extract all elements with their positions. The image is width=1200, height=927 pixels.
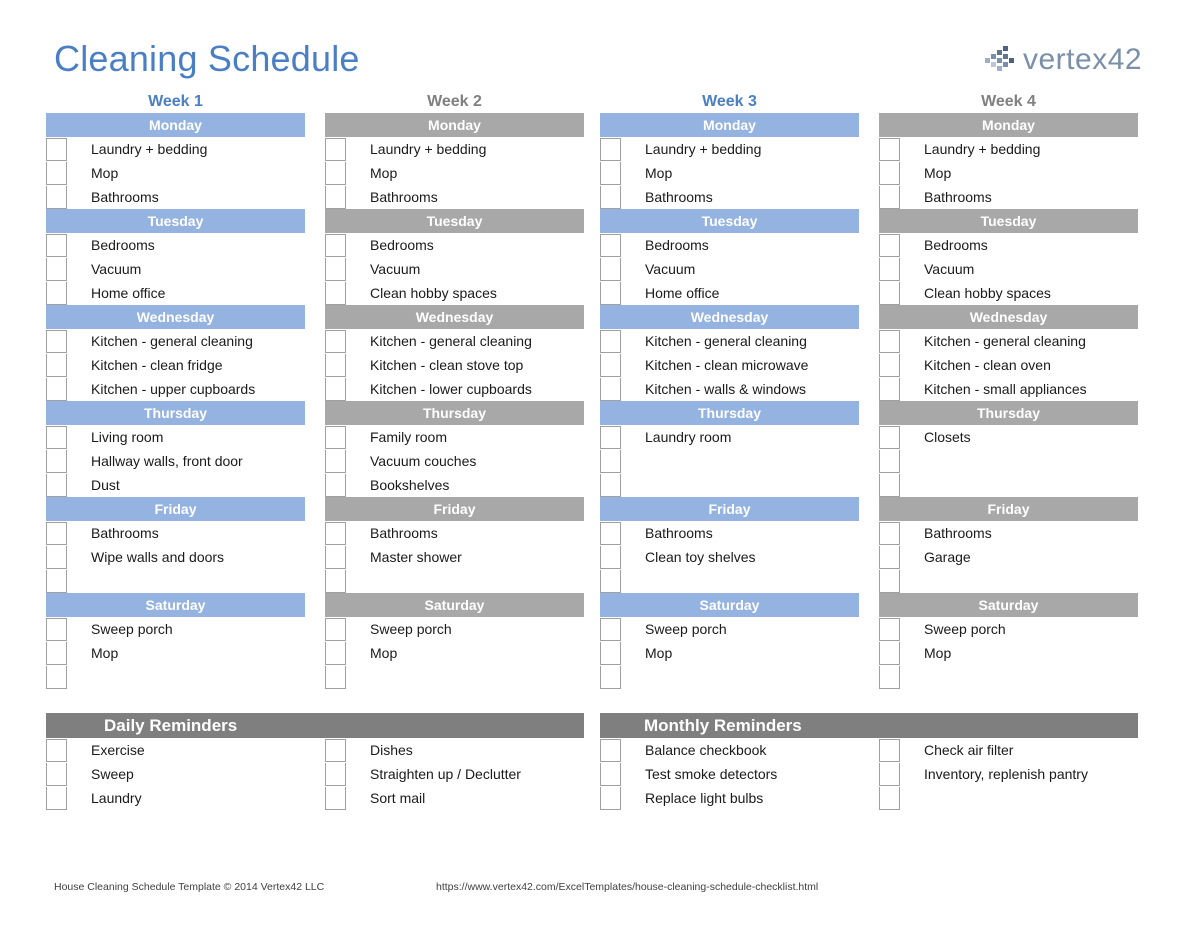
task-row (600, 617, 859, 641)
task-checkbox[interactable] (46, 426, 67, 449)
task-checkbox[interactable] (325, 258, 346, 281)
task-checkbox[interactable] (879, 186, 900, 209)
task-row (600, 377, 859, 401)
task-row (325, 641, 584, 665)
task-checkbox[interactable] (879, 234, 900, 257)
task-checkbox[interactable] (325, 642, 346, 665)
daily-reminder-row (46, 738, 305, 762)
task-row (325, 665, 584, 689)
day-header: Friday (879, 497, 1138, 521)
daily-reminder-checkbox[interactable] (325, 787, 346, 810)
task-checkbox[interactable] (46, 354, 67, 377)
task-row (600, 185, 859, 209)
task-row (46, 185, 305, 209)
task-checkbox[interactable] (879, 618, 900, 641)
monthly-reminder-label: Balance checkbook (645, 742, 767, 758)
task-row (325, 521, 584, 545)
daily-reminder-label: Exercise (91, 742, 145, 758)
task-checkbox[interactable] (600, 546, 621, 569)
daily-reminder-label: Straighten up / Declutter (370, 766, 521, 782)
task-checkbox[interactable] (879, 570, 900, 593)
task-checkbox[interactable] (600, 522, 621, 545)
day-header: Tuesday (879, 209, 1138, 233)
daily-reminder-label: Dishes (370, 742, 413, 758)
task-label: Bathrooms (91, 189, 159, 205)
task-row (46, 569, 305, 593)
task-row (46, 521, 305, 545)
task-row (600, 233, 859, 257)
monthly-reminder-label: Replace light bulbs (645, 790, 764, 806)
task-row (325, 449, 584, 473)
task-checkbox[interactable] (879, 138, 900, 161)
vertex42-logo (983, 40, 1142, 80)
task-row (879, 233, 1138, 257)
task-row (46, 329, 305, 353)
day-header: Tuesday (325, 209, 584, 233)
task-row (879, 449, 1138, 473)
task-label: Bathrooms (924, 525, 992, 541)
monthly-reminder-checkbox[interactable] (600, 739, 621, 762)
task-label: Kitchen - general cleaning (370, 333, 532, 349)
monthly-reminder-checkbox[interactable] (879, 787, 900, 810)
task-checkbox[interactable] (325, 162, 346, 185)
task-row (325, 377, 584, 401)
task-row (46, 473, 305, 497)
task-checkbox[interactable] (600, 642, 621, 665)
task-row (325, 257, 584, 281)
task-checkbox[interactable] (325, 666, 346, 689)
task-row (600, 329, 859, 353)
daily-reminder-row (325, 786, 584, 810)
task-label: Vacuum (91, 261, 142, 277)
monthly-reminder-label: Test smoke detectors (645, 766, 778, 782)
task-checkbox[interactable] (600, 426, 621, 449)
day-header: Tuesday (46, 209, 305, 233)
task-checkbox[interactable] (325, 618, 346, 641)
task-row (325, 353, 584, 377)
week-label: Week 1 (148, 93, 203, 110)
task-label: Bedrooms (645, 237, 709, 253)
task-row (879, 617, 1138, 641)
week-column (600, 90, 859, 689)
task-row (325, 425, 584, 449)
task-checkbox[interactable] (325, 186, 346, 209)
task-checkbox[interactable] (600, 378, 621, 401)
day-header: Thursday (46, 401, 305, 425)
task-row (879, 641, 1138, 665)
task-label: Kitchen - clean fridge (91, 357, 223, 373)
task-label: Closets (924, 429, 971, 445)
task-label: Kitchen - general cleaning (924, 333, 1086, 349)
task-checkbox[interactable] (46, 522, 67, 545)
task-row (600, 353, 859, 377)
task-label: Kitchen - upper cupboards (91, 381, 256, 397)
day-header: Friday (600, 497, 859, 521)
daily-reminder-checkbox[interactable] (325, 739, 346, 762)
task-row (325, 329, 584, 353)
task-row (879, 545, 1138, 569)
monthly-reminder-row (879, 762, 1138, 786)
task-checkbox[interactable] (600, 258, 621, 281)
task-checkbox[interactable] (879, 330, 900, 353)
task-checkbox[interactable] (325, 570, 346, 593)
monthly-reminder-label: Check air filter (924, 742, 1014, 758)
task-row (325, 569, 584, 593)
task-label: Vacuum couches (370, 453, 477, 469)
task-checkbox[interactable] (879, 666, 900, 689)
monthly-reminder-checkbox[interactable] (600, 787, 621, 810)
task-checkbox[interactable] (46, 282, 67, 305)
task-label: Vacuum (645, 261, 696, 277)
task-row (879, 665, 1138, 689)
day-header: Monday (879, 113, 1138, 137)
task-row (879, 473, 1138, 497)
task-checkbox[interactable] (600, 282, 621, 305)
monthly-reminders-header (600, 713, 1138, 738)
monthly-reminder-column (600, 738, 859, 810)
footer-copyright: House Cleaning Schedule Template © 2014 Vertex42 LLC (54, 881, 325, 893)
monthly-reminders-title: Monthly Reminders (644, 716, 802, 735)
task-checkbox[interactable] (46, 258, 67, 281)
task-checkbox[interactable] (325, 450, 346, 473)
task-label: Bedrooms (924, 237, 988, 253)
task-row (325, 233, 584, 257)
task-checkbox[interactable] (879, 450, 900, 473)
daily-reminder-label: Laundry (91, 790, 142, 806)
week-label: Week 4 (981, 93, 1036, 110)
daily-reminder-label: Sweep (91, 766, 134, 782)
week-label: Week 3 (702, 93, 757, 110)
task-label: Garage (924, 549, 971, 565)
week-column (879, 90, 1138, 689)
monthly-reminder-row (879, 738, 1138, 762)
task-checkbox[interactable] (600, 666, 621, 689)
task-label: Kitchen - general cleaning (645, 333, 807, 349)
task-row (46, 449, 305, 473)
task-label: Bathrooms (645, 189, 713, 205)
task-checkbox[interactable] (879, 642, 900, 665)
task-row (600, 569, 859, 593)
task-label: Vacuum (370, 261, 421, 277)
task-label: Hallway walls, front door (91, 453, 243, 469)
task-checkbox[interactable] (879, 522, 900, 545)
daily-reminder-row (46, 762, 305, 786)
task-checkbox[interactable] (879, 378, 900, 401)
vertex42-logo-text: vertex42 (1023, 43, 1143, 76)
week-column (325, 90, 584, 689)
task-label: Mop (924, 645, 952, 661)
daily-reminder-checkbox[interactable] (46, 739, 67, 762)
task-row (46, 425, 305, 449)
task-label: Wipe walls and doors (91, 549, 225, 565)
task-checkbox[interactable] (879, 282, 900, 305)
task-row (600, 425, 859, 449)
monthly-reminder-row (600, 738, 859, 762)
task-row (325, 473, 584, 497)
daily-reminder-row (325, 738, 584, 762)
task-label: Home office (645, 285, 720, 301)
task-row (879, 257, 1138, 281)
page-title: Cleaning Schedule (54, 38, 360, 79)
task-label: Laundry + bedding (370, 141, 487, 157)
task-checkbox[interactable] (46, 450, 67, 473)
task-label: Bathrooms (370, 525, 438, 541)
monthly-reminder-column (879, 738, 1138, 810)
task-checkbox[interactable] (879, 546, 900, 569)
task-label: Laundry + bedding (645, 141, 762, 157)
task-row (325, 617, 584, 641)
task-label: Master shower (370, 549, 462, 565)
monthly-reminder-checkbox[interactable] (879, 739, 900, 762)
task-row (879, 377, 1138, 401)
daily-reminder-label: Sort mail (370, 790, 426, 806)
day-header: Wednesday (325, 305, 584, 329)
task-row (600, 521, 859, 545)
task-row (46, 137, 305, 161)
task-label: Sweep porch (91, 621, 173, 637)
task-checkbox[interactable] (325, 426, 346, 449)
task-checkbox[interactable] (600, 138, 621, 161)
task-label: Clean hobby spaces (370, 285, 497, 301)
task-checkbox[interactable] (325, 474, 346, 497)
task-row (879, 521, 1138, 545)
daily-reminders-header (46, 713, 584, 738)
task-checkbox[interactable] (600, 234, 621, 257)
daily-reminders-title: Daily Reminders (104, 716, 238, 735)
task-row (879, 161, 1138, 185)
task-checkbox[interactable] (879, 474, 900, 497)
day-header: Monday (325, 113, 584, 137)
task-label: Laundry room (645, 429, 732, 445)
task-checkbox[interactable] (879, 162, 900, 185)
task-row (879, 425, 1138, 449)
task-label: Mop (370, 165, 398, 181)
task-row (46, 281, 305, 305)
task-label: Mop (645, 165, 673, 181)
task-row (46, 257, 305, 281)
task-row (879, 569, 1138, 593)
day-header: Thursday (325, 401, 584, 425)
task-row (325, 137, 584, 161)
task-checkbox[interactable] (325, 354, 346, 377)
task-label: Kitchen - walls & windows (645, 381, 807, 397)
task-row (879, 185, 1138, 209)
day-header: Wednesday (600, 305, 859, 329)
task-row (46, 233, 305, 257)
task-checkbox[interactable] (46, 162, 67, 185)
task-checkbox[interactable] (325, 330, 346, 353)
task-label: Mop (370, 645, 398, 661)
task-checkbox[interactable] (325, 234, 346, 257)
task-row (600, 665, 859, 689)
monthly-reminder-row (600, 762, 859, 786)
task-checkbox[interactable] (46, 570, 67, 593)
day-header: Friday (46, 497, 305, 521)
task-label: Home office (91, 285, 166, 301)
task-row (879, 137, 1138, 161)
task-checkbox[interactable] (325, 138, 346, 161)
task-row (46, 161, 305, 185)
task-row (46, 377, 305, 401)
week-column (46, 90, 305, 689)
task-checkbox[interactable] (46, 234, 67, 257)
task-row (46, 353, 305, 377)
task-label: Kitchen - general cleaning (91, 333, 253, 349)
task-checkbox[interactable] (46, 330, 67, 353)
task-row (325, 281, 584, 305)
week-label: Week 2 (427, 93, 482, 110)
task-checkbox[interactable] (46, 618, 67, 641)
daily-reminder-checkbox[interactable] (325, 763, 346, 786)
task-checkbox[interactable] (46, 378, 67, 401)
task-label: Laundry + bedding (924, 141, 1041, 157)
daily-reminder-row (325, 762, 584, 786)
task-checkbox[interactable] (600, 570, 621, 593)
task-checkbox[interactable] (600, 162, 621, 185)
task-row (46, 641, 305, 665)
task-row (600, 545, 859, 569)
task-row (600, 473, 859, 497)
task-label: Mop (645, 645, 673, 661)
day-header: Monday (600, 113, 859, 137)
task-row (600, 449, 859, 473)
task-checkbox[interactable] (879, 426, 900, 449)
task-checkbox[interactable] (600, 186, 621, 209)
daily-reminder-checkbox[interactable] (46, 763, 67, 786)
task-row (879, 281, 1138, 305)
day-header: Thursday (600, 401, 859, 425)
daily-reminder-column (325, 738, 584, 810)
day-header: Tuesday (600, 209, 859, 233)
task-label: Bathrooms (91, 525, 159, 541)
task-label: Dust (91, 477, 120, 493)
daily-reminder-row (46, 786, 305, 810)
daily-reminder-checkbox[interactable] (46, 787, 67, 810)
task-label: Kitchen - clean microwave (645, 357, 809, 373)
task-label: Mop (924, 165, 952, 181)
task-label: Kitchen - clean oven (924, 357, 1051, 373)
task-label: Sweep porch (370, 621, 452, 637)
task-checkbox[interactable] (46, 666, 67, 689)
task-checkbox[interactable] (46, 474, 67, 497)
task-label: Bedrooms (91, 237, 155, 253)
task-label: Bedrooms (370, 237, 434, 253)
task-checkbox[interactable] (46, 138, 67, 161)
task-label: Sweep porch (924, 621, 1006, 637)
day-header: Saturday (600, 593, 859, 617)
task-checkbox[interactable] (46, 642, 67, 665)
task-row (325, 185, 584, 209)
task-checkbox[interactable] (325, 546, 346, 569)
daily-reminder-column (46, 738, 305, 810)
task-row (600, 257, 859, 281)
task-checkbox[interactable] (600, 618, 621, 641)
day-header: Saturday (879, 593, 1138, 617)
task-row (46, 545, 305, 569)
task-checkbox[interactable] (879, 354, 900, 377)
task-label: Mop (91, 165, 119, 181)
task-checkbox[interactable] (600, 450, 621, 473)
vertex42-logo-icon (983, 44, 1019, 76)
task-label: Sweep porch (645, 621, 727, 637)
task-row (325, 161, 584, 185)
task-row (600, 137, 859, 161)
task-checkbox[interactable] (600, 354, 621, 377)
task-label: Mop (91, 645, 119, 661)
day-header: Friday (325, 497, 584, 521)
monthly-reminder-checkbox[interactable] (879, 763, 900, 786)
day-header: Wednesday (879, 305, 1138, 329)
task-label: Bathrooms (645, 525, 713, 541)
task-label: Living room (91, 429, 164, 445)
task-label: Clean hobby spaces (924, 285, 1051, 301)
task-checkbox[interactable] (46, 186, 67, 209)
task-checkbox[interactable] (325, 378, 346, 401)
task-checkbox[interactable] (600, 330, 621, 353)
task-label: Vacuum (924, 261, 975, 277)
task-label: Clean toy shelves (645, 549, 756, 565)
task-label: Kitchen - small appliances (924, 381, 1087, 397)
monthly-reminder-row (600, 786, 859, 810)
day-header: Thursday (879, 401, 1138, 425)
day-header: Saturday (325, 593, 584, 617)
task-label: Kitchen - lower cupboards (370, 381, 532, 397)
day-header: Saturday (46, 593, 305, 617)
task-row (600, 281, 859, 305)
monthly-reminder-checkbox[interactable] (600, 763, 621, 786)
task-checkbox[interactable] (600, 474, 621, 497)
task-checkbox[interactable] (46, 546, 67, 569)
task-checkbox[interactable] (325, 282, 346, 305)
task-checkbox[interactable] (325, 522, 346, 545)
task-label: Kitchen - clean stove top (370, 357, 524, 373)
task-label: Family room (370, 429, 448, 445)
task-checkbox[interactable] (879, 258, 900, 281)
day-header: Monday (46, 113, 305, 137)
task-label: Bathrooms (924, 189, 992, 205)
task-row (879, 329, 1138, 353)
task-row (46, 617, 305, 641)
task-label: Bathrooms (370, 189, 438, 205)
monthly-reminder-row (879, 786, 1138, 810)
task-row (46, 665, 305, 689)
task-row (600, 641, 859, 665)
monthly-reminder-label: Inventory, replenish pantry (924, 766, 1088, 782)
task-row (325, 545, 584, 569)
day-header: Wednesday (46, 305, 305, 329)
task-row (879, 353, 1138, 377)
task-label: Laundry + bedding (91, 141, 208, 157)
task-row (600, 161, 859, 185)
footer-url[interactable]: https://www.vertex42.com/ExcelTemplates/house-cleaning-schedule-checklist.html (436, 881, 819, 893)
task-label: Bookshelves (370, 477, 450, 493)
